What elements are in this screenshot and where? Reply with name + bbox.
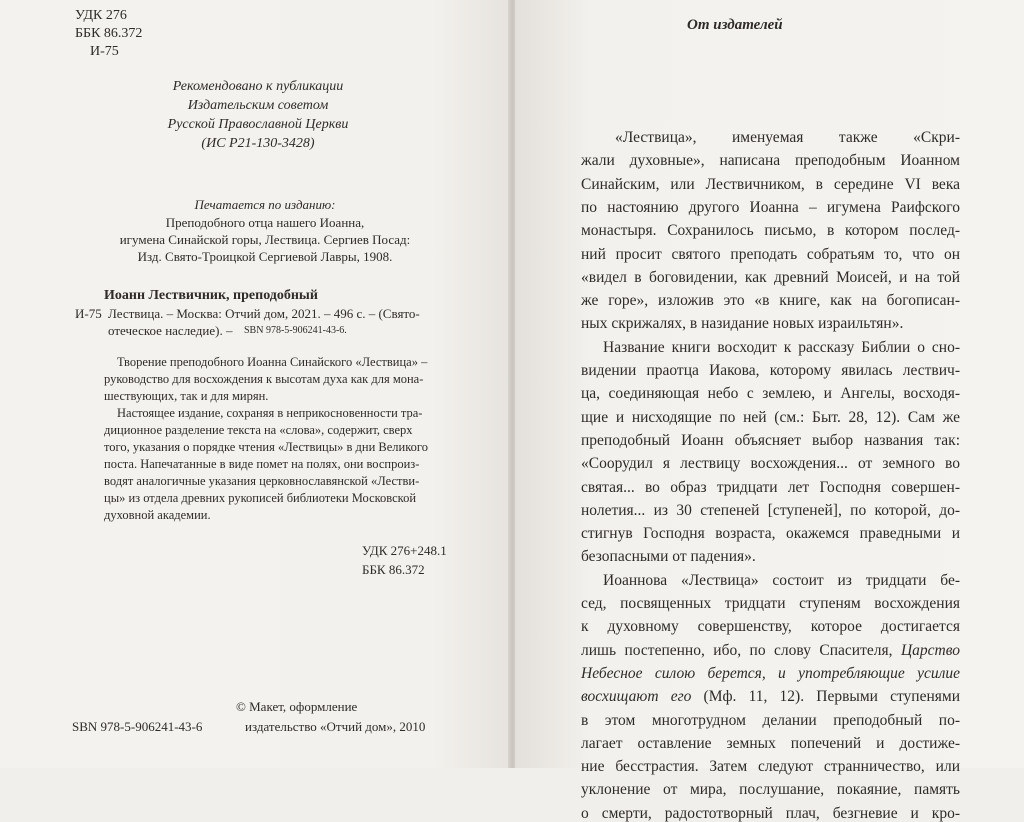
- text-span: ных скрижалях, в назидание новых израильтян».: [581, 315, 904, 333]
- italic-quote: Небесное силою берется, и употребляющие усилие: [581, 664, 960, 682]
- body-line: [603, 573, 960, 589]
- text-span: Синайским, или Лествичником, в середине VI века: [581, 175, 960, 193]
- body-line: [581, 782, 960, 798]
- text-span: (Мф. 11, 12). Первыми ступенями: [691, 688, 960, 706]
- body-line: [581, 619, 960, 635]
- body-line: [581, 643, 960, 659]
- body-line: [581, 363, 960, 379]
- text-span: стигнув Господня возраста, окажемся праведными и: [581, 525, 960, 543]
- text-span: «видел в боговидении, как древний Моисей, и на той: [581, 268, 960, 286]
- annotation-line: цы» из отдела древних рукописей библиотеки Московской: [104, 491, 417, 505]
- page-heading: От издателей: [687, 17, 783, 33]
- body-line: [581, 736, 960, 752]
- recommendation-line: Русской Православной Церкви: [167, 117, 349, 132]
- recommendation-line: Рекомендовано к публикации: [172, 79, 344, 94]
- body-line: [581, 223, 960, 239]
- body-line: [581, 596, 960, 612]
- udk-bottom: УДК 276+248.1: [362, 543, 447, 558]
- annotation-line: диционное разделение текста на «слова», содержит, сверх: [104, 423, 413, 437]
- body-line: [603, 340, 960, 356]
- body-line: [581, 433, 960, 449]
- body-line: [581, 526, 960, 542]
- bib-code: И-75: [75, 306, 102, 321]
- bib-line: отеческое наследие). –: [108, 323, 233, 338]
- body-line: [581, 806, 960, 822]
- text-span: в этом многотрудном делании преподобный по-: [581, 711, 960, 729]
- isbn: SBN 978-5-906241-43-6: [72, 719, 203, 734]
- text-span: уклонение от мира, послушание, покаяние, память: [581, 781, 960, 799]
- recommendation-line: Издательским советом: [187, 98, 329, 113]
- text-span: «Лествица», именуемая также «Скри-: [615, 129, 960, 146]
- annotation-line: руководство для восхождения к высотам духа как для мона-: [104, 372, 424, 386]
- source-line: игумена Синайской горы, Лествица. Сергиев Посад:: [119, 232, 411, 247]
- body-line: [581, 153, 960, 169]
- body-line: [581, 177, 960, 193]
- body-line: [581, 759, 960, 775]
- body-line: [615, 130, 960, 146]
- source-heading: Печатается по изданию:: [194, 197, 336, 212]
- source-line: Изд. Свято-Троицкой Сергиевой Лавры, 1908.: [137, 249, 393, 264]
- body-line: [581, 666, 960, 682]
- bib-line: Лествица. – Москва: Отчий дом, 2021. – 496 с. – (Свято-: [108, 306, 420, 321]
- udk-code: УДК 276: [75, 8, 127, 23]
- source-line: Преподобного отца нашего Иоанна,: [165, 215, 365, 230]
- copyright-line: издательство «Отчий дом», 2010: [245, 719, 426, 734]
- right-page: [515, 0, 1024, 822]
- text-span: монастыря. Сохранилось письмо, в котором послед-: [581, 222, 960, 240]
- text-span: безопасными от падения».: [581, 548, 756, 566]
- bbk-code: ББК 86.372: [75, 26, 143, 41]
- text-span: видении праотца Иакова, которому явилась лествич-: [581, 362, 960, 379]
- italic-quote: Царство: [900, 641, 960, 659]
- author-code: И-75: [90, 44, 119, 59]
- body-line: [581, 410, 960, 426]
- text-span: сед, посвященных тридцати ступеням восхождения: [581, 595, 960, 612]
- body-line: [581, 293, 960, 309]
- text-span: Название книги восходит к рассказу Библии о сно-: [603, 338, 960, 356]
- annotation-line: поста. Напечатанные в виде помет на полях, они воспроиз-: [104, 457, 420, 471]
- text-span: щие и нисходящие по ней (см.: Быт. 28, 12). Сам же: [581, 408, 960, 426]
- body-line: [581, 247, 960, 263]
- annotation-line: водят аналогичные указания церковнославянской «Лестви-: [104, 474, 420, 488]
- bbk-bottom: ББК 86.372: [362, 562, 425, 577]
- recommendation-line: (ИС Р21-130-3428): [201, 136, 315, 151]
- text-span: к духовному совершенству, которое достигается: [581, 618, 960, 636]
- text-span: нолетия... из 30 степеней [ступеней], по которой, до-: [581, 501, 960, 519]
- left-page: [0, 0, 510, 768]
- annotation-line: того, указания о порядке чтения «Лествицы» в дни Великого: [104, 440, 428, 454]
- body-line: [581, 713, 960, 729]
- italic-quote: восхищают его: [581, 688, 692, 706]
- text-span: о смерти, радостотворный плач, безгневие и кро-: [581, 804, 960, 822]
- text-span: жали духовные», написана преподобным Иоанном: [581, 152, 960, 170]
- body-line: [581, 549, 756, 565]
- text-span: же горе», изложив это «в книге, как на богописан-: [581, 292, 960, 310]
- body-line: [581, 689, 960, 705]
- text-span: святая... во образ тридцати лет Господня совершен-: [581, 478, 960, 496]
- body-line: [581, 503, 960, 519]
- text-span: лишь постепенно, ибо, по слову Спасителя,: [581, 641, 901, 659]
- text-span: преподобный Иоанн объясняет выбор названия так:: [581, 431, 960, 449]
- author-name: Иоанн Лествичник, преподобный: [104, 288, 318, 303]
- body-line: [581, 200, 960, 216]
- text-span: ние бесстрастия. Затем следуют странничество, или: [581, 758, 960, 776]
- text-span: ний просит святого преподать собратьям то, что он: [581, 245, 960, 263]
- annotation-line: Настоящее издание, сохраняя в неприкосновенности тра-: [117, 406, 423, 420]
- text-span: лагает оставление земных попечений и достиже-: [581, 734, 960, 752]
- copyright-line: © Макет, оформление: [236, 699, 358, 714]
- bib-isbn: SBN 978-5-906241-43-6.: [244, 325, 347, 336]
- body-line: [581, 386, 960, 402]
- text-span: Иоаннова «Лествица» состоит из тридцати бе-: [603, 571, 960, 589]
- body-line: [581, 316, 903, 332]
- body-line: [581, 456, 960, 472]
- annotation-line: духовной академии.: [104, 508, 211, 522]
- text-span: по настоянию другого Иоанна – игумена Раифского: [581, 198, 960, 216]
- body-line: [581, 480, 960, 496]
- text-span: «Соорудил я лествицу восхождения... от земного во: [581, 455, 960, 473]
- annotation-line: Творение преподобного Иоанна Синайского «Лествица» –: [117, 355, 428, 369]
- body-line: [581, 270, 960, 286]
- text-span: ца, соединяющая небо с землею, и Ангелы, восходя-: [581, 385, 960, 403]
- annotation-line: шествующих, так и для мирян.: [104, 389, 269, 403]
